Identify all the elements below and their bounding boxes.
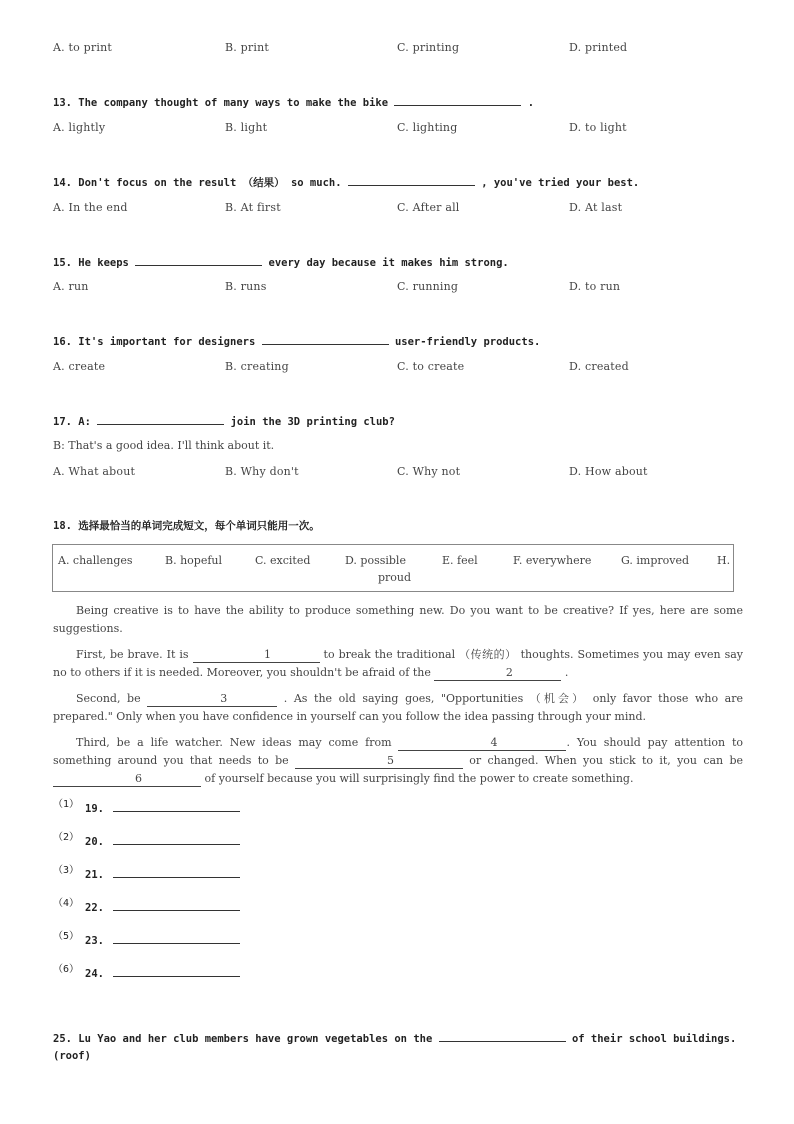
answer-row-21	[53, 866, 240, 881]
word-option-b: B. hopeful	[165, 554, 223, 567]
q25-hint: (roof)	[53, 1050, 91, 1062]
answer-blank-21[interactable]	[113, 867, 240, 878]
word-option-e: E. feel	[442, 554, 478, 567]
q16-stem	[53, 334, 540, 348]
q15-blank[interactable]	[135, 255, 262, 266]
q13-blank[interactable]	[394, 95, 521, 106]
answer-index: （1）	[53, 799, 80, 810]
q15-option-b: B. runs	[225, 280, 267, 293]
q16-stem-text: 16. It's important for designers	[53, 336, 256, 348]
passage-paragraph-1: Being creative is to have the ability to produce something new. Do you want to be creative? If yes, here are some suggestions.	[53, 604, 743, 635]
q13-option-d: D. to light	[569, 121, 627, 134]
answer-index: （2）	[53, 832, 80, 843]
q15-option-a: A. run	[53, 280, 89, 293]
q13-option-c: C. lighting	[397, 121, 458, 134]
answer-row-19	[53, 800, 240, 815]
q15-stem-end: every day because it makes him strong.	[268, 257, 509, 269]
passage-blank-2[interactable]: 2	[434, 667, 561, 681]
answer-row-20	[53, 833, 240, 848]
q15-option-c: C. running	[397, 280, 459, 293]
para4-text-b: . You should pay attention to something around you that needs to be	[53, 736, 744, 767]
q16-option-a: A. create	[53, 360, 106, 373]
q13-option-a: A. lightly	[53, 121, 106, 134]
q12-option-a: A. to print	[53, 41, 112, 54]
q15-option-d: D. to run	[569, 280, 621, 293]
word-option-c: C. excited	[255, 554, 311, 567]
q13-stem-text: 13. The company thought of many ways to make the bike	[53, 97, 389, 109]
answer-row-24	[53, 965, 240, 980]
word-option-h: H.	[717, 554, 731, 567]
answer-number: 23.	[85, 935, 104, 947]
q16-option-b: B. creating	[225, 360, 289, 373]
q13-stem	[53, 95, 534, 109]
passage-paragraph-2	[53, 646, 743, 682]
word-option-d: D. possible	[345, 554, 406, 567]
para2-text-b: to break the traditional （传统的） thoughts. Sometimes you may even say no to others if it is needed. Moreover, you shouldn't be afraid of the	[53, 648, 743, 679]
q17-stem-end: join the 3D printing club?	[230, 416, 395, 428]
passage-blank-3[interactable]: 3	[147, 693, 277, 707]
q12-option-d: D. printed	[569, 41, 628, 54]
passage	[53, 602, 743, 788]
q17-option-a: A. What about	[53, 465, 136, 478]
answer-blank-19[interactable]	[113, 801, 240, 812]
answer-number: 21.	[85, 869, 104, 881]
para4-text-c: or changed. When you stick to it, you can be	[469, 754, 743, 767]
answer-number: 19.	[85, 803, 104, 815]
para3-text-b: . As the old saying goes, "Opportunities （机会） only favor those who are prepared." Only when you have confidence in yourself can you follow the idea passing through your mind.	[53, 692, 743, 723]
answer-blank-23[interactable]	[113, 933, 240, 944]
word-bank	[52, 544, 734, 592]
word-option-g: G. improved	[621, 554, 690, 567]
answer-row-23	[53, 932, 240, 947]
passage-blank-5[interactable]: 5	[295, 755, 463, 769]
answer-number: 24.	[85, 968, 104, 980]
q14-stem-text: 14. Don't focus on the result （结果） so much.	[53, 177, 342, 189]
answer-number: 20.	[85, 836, 104, 848]
q15-stem	[53, 255, 509, 269]
answer-number: 22.	[85, 902, 104, 914]
q13-stem-end: .	[527, 97, 535, 109]
q17-stem	[53, 414, 395, 428]
q14-blank[interactable]	[348, 175, 475, 186]
word-option-a: A. challenges	[58, 554, 133, 567]
para3-text-a: Second, be	[76, 692, 141, 705]
answer-index: （3）	[53, 865, 80, 876]
q25-stem	[53, 1031, 736, 1045]
answer-blank-22[interactable]	[113, 900, 240, 911]
q17-option-d: D. How about	[569, 465, 648, 478]
passage-blank-4[interactable]: 4	[398, 737, 566, 751]
q17-blank[interactable]	[97, 414, 224, 425]
answer-row-22	[53, 899, 240, 914]
passage-paragraph-4	[53, 734, 743, 788]
q12-option-c: C. printing	[397, 41, 460, 54]
q18-title: 18. 选择最恰当的单词完成短文，每个单词只能用一次。	[53, 520, 320, 532]
q14-option-d: D. At last	[569, 201, 623, 214]
q25-stem-text: 25. Lu Yao and her club members have grown vegetables on the	[53, 1033, 433, 1045]
word-option-f: F. everywhere	[513, 554, 592, 567]
answer-index: （6）	[53, 964, 80, 975]
para2-text-a: First, be brave. It is	[76, 648, 189, 661]
answer-index: （5）	[53, 931, 80, 942]
answer-blank-24[interactable]	[113, 966, 240, 977]
answer-index: （4）	[53, 898, 80, 909]
q13-option-b: B. light	[225, 121, 268, 134]
para4-text-d: of yourself because you will surprisingly find the power to create something.	[204, 772, 634, 785]
q16-blank[interactable]	[262, 334, 389, 345]
q17-option-c: C. Why not	[397, 465, 461, 478]
passage-blank-6[interactable]: 6	[53, 773, 201, 787]
q17-option-b: B. Why don't	[225, 465, 299, 478]
q14-stem-end: , you've tried your best.	[481, 177, 640, 189]
q25-blank[interactable]	[439, 1031, 566, 1042]
q25-stem-end: of their school buildings.	[571, 1033, 737, 1045]
q14-option-c: C. After all	[397, 201, 460, 214]
para2-text-c: .	[564, 666, 569, 679]
q14-option-a: A. In the end	[53, 201, 128, 214]
q15-stem-text: 15. He keeps	[53, 257, 129, 269]
q12-option-b: B. print	[225, 41, 269, 54]
q16-option-d: D. created	[569, 360, 629, 373]
answer-blank-20[interactable]	[113, 834, 240, 845]
q17-stem-text: 17. A:	[53, 416, 91, 428]
q14-option-b: B. At first	[225, 201, 281, 214]
q14-stem	[53, 175, 639, 190]
q16-stem-end: user-friendly products.	[394, 336, 541, 348]
word-option-h-text: proud	[378, 571, 412, 584]
q17-line-b: B: That's a good idea. I'll think about it.	[53, 439, 275, 452]
para4-text-a: Third, be a life watcher. New ideas may come from	[76, 736, 392, 749]
passage-blank-1[interactable]: 1	[193, 649, 320, 663]
passage-paragraph-3	[53, 690, 743, 726]
q16-option-c: C. to create	[397, 360, 465, 373]
